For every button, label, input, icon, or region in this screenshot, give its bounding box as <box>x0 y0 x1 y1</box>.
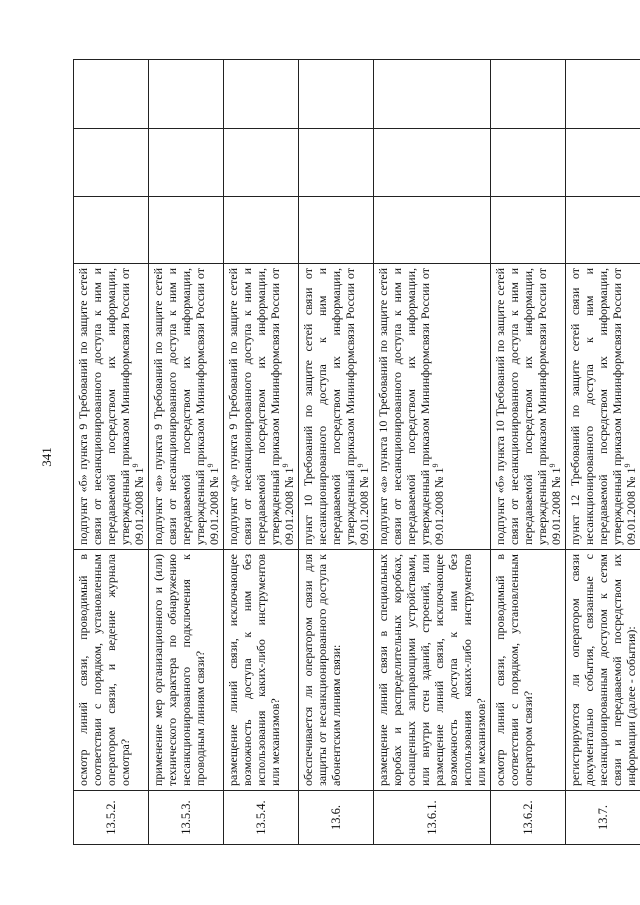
answer-cell-na <box>149 60 224 129</box>
row-number: 13.6. <box>299 791 374 845</box>
requirement-cell <box>491 264 566 550</box>
requirement-cell <box>299 264 374 550</box>
question-cell: осмотр линий связи, проводимый в соответствии с порядком, установленным оператором связи? <box>491 550 566 791</box>
footnote-mark: 9 <box>131 463 140 468</box>
answer-cell-yes <box>566 197 640 264</box>
answer-cell-na <box>299 60 374 129</box>
requirement-text: подпункт «а» пункта 10 Требований по защите сетей связи от несанкционированного доступа к ним и передаваемой посредством их информации, утвержденный приказом Мининформсвязи России от 09.01.2008 № 1 <box>376 268 446 545</box>
footnote-mark: 9 <box>548 463 557 468</box>
answer-cell-no <box>566 129 640 197</box>
row-number: 13.6.1. <box>374 791 491 845</box>
row-number: 13.6.2. <box>491 791 566 845</box>
table-row <box>491 60 566 845</box>
footnote-mark: 9 <box>623 463 632 468</box>
answer-cell-na <box>491 60 566 129</box>
requirements-table-wrapper <box>73 60 638 845</box>
answer-cell-na <box>224 60 299 129</box>
answer-cell-na <box>74 60 149 129</box>
footnote-mark: 9 <box>281 463 290 468</box>
requirement-cell <box>149 264 224 550</box>
answer-cell-no <box>149 129 224 197</box>
requirement-cell <box>74 264 149 550</box>
table-row <box>566 60 640 845</box>
requirement-text: пункт 10 Требований по защите сетей связи от несанкционированного доступа к ним и передаваемой посредством их информации, утвержденный приказом Мининформсвязи России от 09.01.2008 № 1 <box>301 268 371 545</box>
footnote-mark: 9 <box>356 463 365 468</box>
answer-cell-yes <box>224 197 299 264</box>
question-cell: осмотр линий связи, проводимый в соответствии с порядком, установленным оператором связи, и ведение журнала осмотра? <box>74 550 149 791</box>
footnote-mark: 9 <box>431 463 440 468</box>
requirement-cell <box>224 264 299 550</box>
requirement-text: пункт 12 Требований по защите сетей связи от несанкционированного доступа к ним и передаваемой посредством их информации, утвержденный приказом Мининформсвязи России от 09.01.2008 № 1 <box>568 268 638 545</box>
answer-cell-no <box>74 129 149 197</box>
answer-cell-no <box>299 129 374 197</box>
answer-cell-na <box>374 60 491 129</box>
table-row <box>224 60 299 845</box>
footnote-mark: 9 <box>206 463 215 468</box>
answer-cell-no <box>374 129 491 197</box>
answer-cell-yes <box>374 197 491 264</box>
answer-cell-na <box>566 60 640 129</box>
question-cell: размещение линий связи, исключающее возможность доступа к ним без использования каких-либо инструментов или механизмов? <box>224 550 299 791</box>
table-row <box>149 60 224 845</box>
requirement-cell <box>374 264 491 550</box>
question-cell: регистрируются ли оператором связи документально события, связанные с несанкционированным доступом к сетям связи и передаваемой посредством их информации (далее - события): <box>566 550 640 791</box>
requirements-table <box>73 59 640 845</box>
answer-cell-no <box>491 129 566 197</box>
table-row <box>299 60 374 845</box>
row-number: 13.5.4. <box>224 791 299 845</box>
question-cell: применение мер организационного и (или) технического характера по обнаружению несанкционированного подключения к проводным линиям связи? <box>149 550 224 791</box>
requirement-cell <box>566 264 640 550</box>
answer-cell-yes <box>299 197 374 264</box>
requirement-text: подпункт «в» пункта 9 Требований по защите сетей связи от несанкционированного доступа к ним и передаваемой посредством их информации, утвержденный приказом Мининформсвязи России от 09.01.2008 № 1 <box>151 268 221 545</box>
answer-cell-yes <box>491 197 566 264</box>
table-row <box>374 60 491 845</box>
question-cell: обеспечивается ли оператором связи для защиты от несанкционированного доступа к абонентским линиям связи: <box>299 550 374 791</box>
table-row <box>74 60 149 845</box>
row-number: 13.5.2. <box>74 791 149 845</box>
requirement-text: подпункт «б» пункта 10 Требований по защите сетей связи от несанкционированного доступа к ним и передаваемой посредством их информации, утвержденный приказом Мининформсвязи России от 09.01.2008 № 1 <box>493 268 563 545</box>
requirement-text: подпункт «д» пункта 9 Требований по защите сетей связи от несанкционированного доступа к ним и передаваемой посредством их информации, утвержденный приказом Мининформсвязи России от 09.01.2008 № 1 <box>226 268 296 545</box>
answer-cell-yes <box>74 197 149 264</box>
answer-cell-no <box>224 129 299 197</box>
row-number: 13.5.3. <box>149 791 224 845</box>
answer-cell-yes <box>149 197 224 264</box>
row-number: 13.7. <box>566 791 640 845</box>
question-cell: размещение линий связи в специальных коробах и распределительных коробках, оснащенных запирающими устройствами, или внутри стен зданий, строений, или размещение линий связи, исключающее возможность доступа к ним без использования каких-либо инструментов или механизмов? <box>374 550 491 791</box>
page-number: 341 <box>39 447 54 467</box>
requirement-text: подпункт «б» пункта 9 Требований по защите сетей связи от несанкционированного доступа к ним и передаваемой посредством их информации, утвержденный приказом Мининформсвязи России от 09.01.2008 № 1 <box>76 268 146 545</box>
